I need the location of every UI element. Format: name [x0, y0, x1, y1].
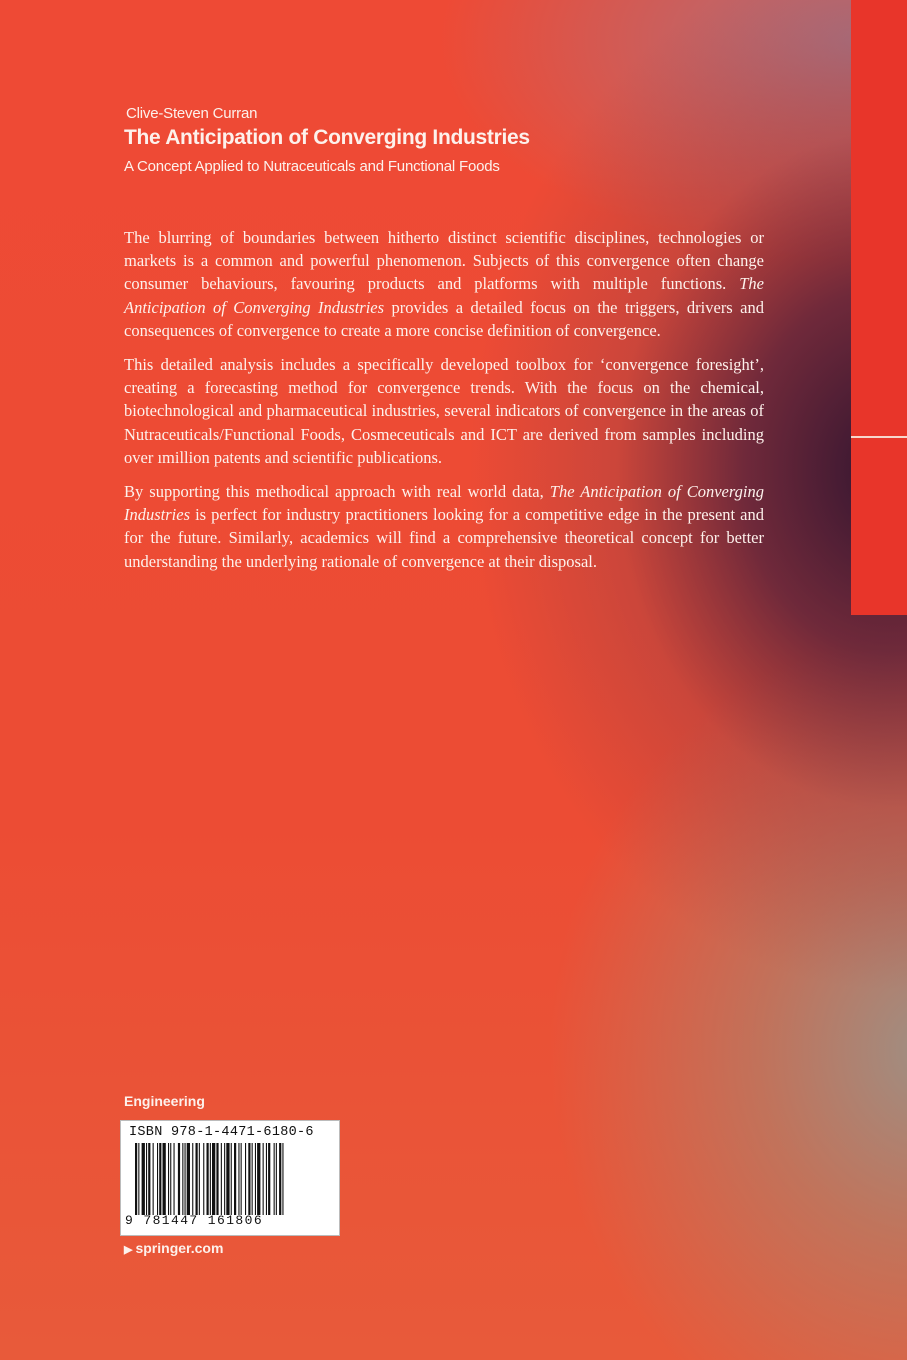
- side-color-strip: [851, 0, 907, 615]
- side-strip-marker: [851, 436, 907, 438]
- barcode-bar: [159, 1143, 161, 1215]
- barcode-bar: [257, 1143, 260, 1215]
- barcode-bar: [192, 1143, 193, 1215]
- book-title: The Anticipation of Converging Industries: [124, 126, 530, 149]
- barcode-bar: [241, 1143, 242, 1215]
- barcode-bar: [216, 1143, 218, 1215]
- barcode-bar: [274, 1143, 275, 1215]
- barcode-bar: [135, 1143, 137, 1215]
- barcode-bar: [266, 1143, 267, 1215]
- publisher-url[interactable]: [124, 1240, 223, 1256]
- barcode-bar: [203, 1143, 204, 1215]
- barcode-bar: [245, 1143, 246, 1215]
- back-cover-blurb: [124, 226, 764, 584]
- subject-category: Engineering: [124, 1093, 205, 1109]
- book-title-italic: The Anticipation of Converging Industries: [124, 482, 764, 525]
- barcode-bar: [231, 1143, 232, 1215]
- book-header: [124, 105, 530, 175]
- barcode-bars: [135, 1143, 327, 1215]
- barcode-bar: [221, 1143, 222, 1215]
- barcode-bar: [163, 1143, 166, 1215]
- barcode-bar: [153, 1143, 154, 1215]
- barcode-bar: [178, 1143, 180, 1215]
- barcode-bar: [268, 1143, 270, 1215]
- barcode-bar: [226, 1143, 229, 1215]
- barcode-bar: [142, 1143, 145, 1215]
- barcode-bar: [182, 1143, 183, 1215]
- barcode-bar: [212, 1143, 215, 1215]
- barcode-bar: [187, 1143, 190, 1215]
- barcode-bar: [248, 1143, 250, 1215]
- barcode-bar: [146, 1143, 147, 1215]
- barcode-bar: [168, 1143, 169, 1215]
- barcode-bar: [279, 1143, 281, 1215]
- barcode-bar: [199, 1143, 200, 1215]
- barcode-bar: [196, 1143, 198, 1215]
- author-name: Clive-Steven Curran: [126, 105, 258, 122]
- barcode-bar: [276, 1143, 277, 1215]
- barcode-bar: [170, 1143, 171, 1215]
- barcode-bar: [255, 1143, 256, 1215]
- barcode-bar: [238, 1143, 239, 1215]
- isbn-barcode: [120, 1120, 340, 1236]
- barcode-bar: [148, 1143, 150, 1215]
- barcode-bar: [224, 1143, 225, 1215]
- barcode-bar: [210, 1143, 211, 1215]
- blurb-paragraph-3: By supporting this methodical approach with real world data, The Anticipation of Converging Industries is perfect for industry practitioners looking for a competitive edge in the present and for the future. Similarly, academics will find a comprehensive theoretical concept for better understanding the underlying rationale of convergence at their disposal.: [124, 482, 764, 571]
- arrow-right-icon: ▶: [124, 1244, 133, 1256]
- barcode-bar: [157, 1143, 158, 1215]
- book-title-italic: The Anticipation of Converging Industries: [124, 274, 764, 317]
- blurb-paragraph-1: The blurring of boundaries between hitherto distinct scientific disciplines, technologies or markets is a common and powerful phenomenon. Subjects of this convergence often change consumer behaviours, favouring products and platforms with multiple functions. The Anticipation of Converging Industries provides a detailed focus on the triggers, drivers and consequences of convergence to create a more concise definition of convergence.: [124, 228, 765, 340]
- publisher-url-text: springer.com: [135, 1240, 224, 1256]
- barcode-bar: [252, 1143, 253, 1215]
- isbn-label: ISBN 978-1-4471-6180-6: [129, 1125, 314, 1140]
- blurb-paragraph-2: This detailed analysis includes a specifically developed toolbox for ‘convergence foresight’, creating a forecasting method for convergence trends. With the focus on the chemical, biotechnological and pharmaceutical industries, several indicators of convergence in the areas of Nutraceuticals/Functional Foods, Cosmeceuticals and ICT are derived from samples including over ımillion patents and scientific publications.: [124, 355, 764, 467]
- barcode-bar: [207, 1143, 209, 1215]
- barcode-bar: [138, 1143, 139, 1215]
- barcode-bar: [174, 1143, 175, 1215]
- book-subtitle: A Concept Applied to Nutraceuticals and Functional Foods: [124, 158, 500, 175]
- barcode-bar: [282, 1143, 283, 1215]
- barcode-bar: [263, 1143, 264, 1215]
- barcode-bar: [185, 1143, 186, 1215]
- ean-digits: 9 781447 161806: [125, 1213, 264, 1228]
- barcode-bar: [234, 1143, 236, 1215]
